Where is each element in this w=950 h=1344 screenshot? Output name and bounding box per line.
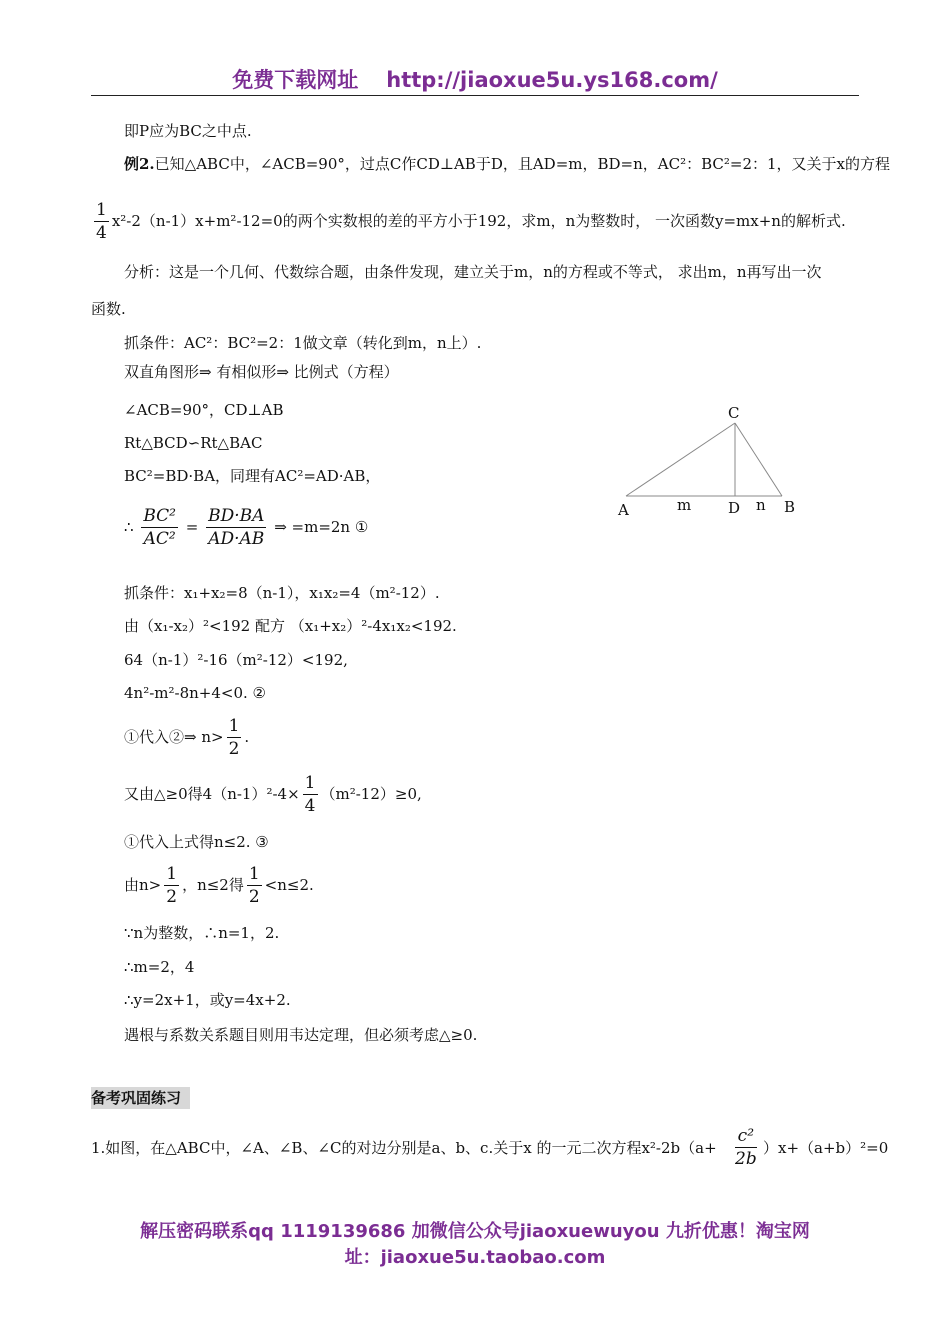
example-2-intro: 例2.已知△ABC中，∠ACB=90°，过点C作CD⊥AB于D，且AD=m，BD=n，AC²：BC²=2：1，又关于x的方程 (124, 155, 891, 173)
line-1: 即P应为BC之中点. (124, 122, 252, 140)
example-2-label: 例2. (124, 155, 155, 173)
label-a: A (618, 501, 629, 519)
inequality-line: 由（x₁-x₂）²<192 配方 （x₁+x₂）²-4x₁x₂<192. (124, 617, 457, 635)
condition-line: 抓条件：AC²：BC²=2：1做文章（转化到m，n上）. (124, 334, 482, 352)
discriminant-line: 又由△≥0得4（n-1）²-4× $\frac{1}{4}$ （m²-12）≥0, (124, 773, 422, 816)
section-title: 备考巩固练习 (91, 1089, 182, 1107)
question-1: 1.如图，在△ABC中，∠A、∠B、∠C的对边分别是a、b、c.关于x 的一元二次方程x²-2b（a+ (91, 1139, 717, 1157)
product-line: BC²=BD·BA，同理有AC²=AD·AB， (124, 467, 381, 485)
similar-line: Rt△BCD∽Rt△BAC (124, 434, 263, 452)
label-b: B (784, 498, 796, 516)
label-d: D (728, 499, 741, 517)
double-right-line: 双直角图形⇒ 有相似形⇒ 比例式（方程） (124, 363, 399, 381)
expand-line: 64（n-1）²-16（m²-12）<192, (124, 651, 348, 669)
label-n: n (756, 496, 766, 514)
integer-line: ∵n为整数，∴n=1，2. (124, 924, 280, 942)
ratio-line: ∴ $\frac{\text{BC²}}{\text{AC²}}$ = $\frac{BD\cdot BA}{AD\cdot AB}$ ⇒ =m=2n ① (124, 506, 369, 549)
question-1-fraction: $\frac{\text{c²}}{2b}$ (735, 1126, 757, 1169)
page-header (0, 64, 950, 94)
side-cb (735, 423, 782, 496)
footer-line-2[interactable]: 址：jiaoxue5u.taobao.com (344, 1247, 606, 1268)
header-rule (91, 95, 859, 96)
bc-ac-fraction: $\frac{\text{BC²}}{\text{AC²}}$ (143, 506, 176, 549)
side-ac (626, 423, 735, 496)
sum-product-line: 抓条件：x₁+x₂=8（n-1），x₁x₂=4（m²-12）. (124, 584, 440, 602)
note-line: 遇根与系数关系题目则用韦达定理，但必须考虑△≥0. (124, 1026, 478, 1044)
header-url[interactable]: http://jiaoxue5u.ys168.com/ (386, 68, 718, 92)
range-line: 由n> $\frac{1}{2}$ ，n≤2得 $\frac{1}{2}$ <n≤2. (124, 864, 314, 907)
simplify-line: 4n²-m²-8n+4<0. ② (124, 684, 267, 702)
bd-ad-fraction: $\frac{BD\cdot BA}{AD\cdot AB}$ (208, 506, 265, 549)
label-c: C (728, 404, 740, 422)
answer-line: ∴y=2x+1，或y=4x+2. (124, 991, 291, 1009)
triangle-figure (608, 396, 820, 526)
label-m: m (677, 496, 692, 514)
analysis-line-2: 函数. (91, 300, 126, 318)
footer-line-1: 解压密码联系qq 1119139686 加微信公众号jiaoxuewuyou 九折优惠！淘宝网 (140, 1221, 810, 1242)
substitute-line: ①代入②⇒ n> $\frac{1}{2}$ . (124, 716, 250, 759)
question-1-suffix: ）x+（a+b）²=0 (763, 1139, 889, 1157)
angle-line: ∠ACB=90°，CD⊥AB (124, 401, 284, 419)
quarter-fraction: $\frac{1}{4}$ (96, 200, 107, 243)
analysis-line: 分析：这是一个几何、代数综合题，由条件发现，建立关于m，n的方程或不等式， 求出m，n再写出一次 (124, 263, 822, 281)
bound-line: ①代入上式得n≤2. ③ (124, 833, 269, 851)
header-title: 免费下载网址 (232, 68, 359, 92)
equation-line: $\frac{1}{4}$ x²-2（n-1）x+m²-12=0的两个实数根的差的平方小于192，求m，n为整数时， 一次函数y=mx+n的解析式. (96, 200, 846, 243)
m-values-line: ∴m=2，4 (124, 958, 195, 976)
